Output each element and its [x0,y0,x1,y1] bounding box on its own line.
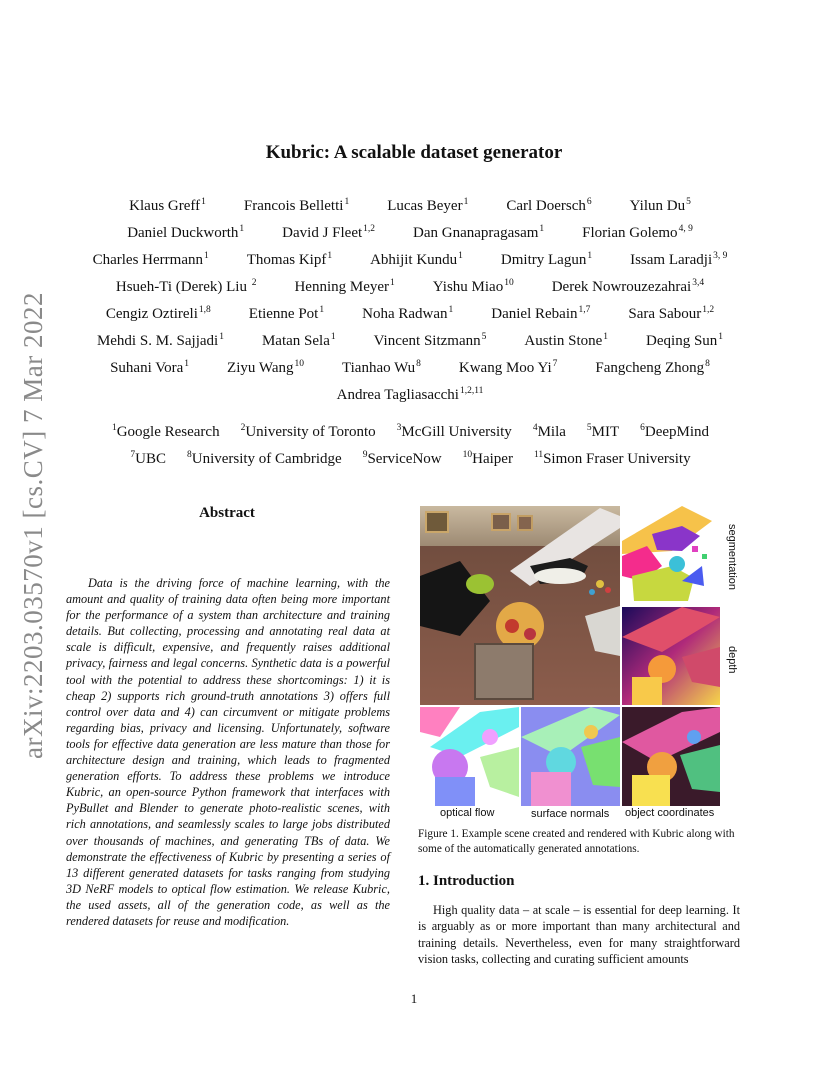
author-affiliation-marker: 3,4 [692,278,705,288]
author-row [60,359,760,377]
author-name [97,332,224,350]
author-name [501,251,592,269]
author-affiliation-marker: 1 [184,359,190,369]
surface-normals-label: surface normals [531,808,610,820]
affiliation-name: UBC [135,451,166,467]
author-name [433,278,514,296]
arxiv-identifier: arXiv:2203.03570v1 [cs.CV] 7 Mar 2022 [17,291,48,759]
affiliation [129,450,166,468]
author-name-text: Andrea Tagliasacchi [336,387,459,403]
author-name [227,359,304,377]
author-row [60,332,760,350]
author-affiliation-marker: 1 [539,224,545,234]
affiliation-marker: 10 [462,450,473,460]
affiliation-name: DeepMind [644,424,710,440]
affiliation [639,423,709,441]
author-name-text: Issam Laradji [630,252,713,268]
author-affiliation-marker: 1 [587,251,593,261]
author-name [116,278,257,296]
author-affiliation-marker: 5 [686,197,691,207]
author-name [646,332,723,350]
author-name [249,305,324,323]
author-name-text: Ziyu Wang [227,360,294,376]
abstract-heading: Abstract [199,505,255,521]
author-affiliation-marker: 1,8 [198,305,211,315]
affiliation [462,450,513,468]
author-affiliation-marker: 1 [327,251,333,261]
author-name-text: Yishu Miao [432,279,504,295]
affiliation-marker: 5 [586,423,592,433]
author-name [106,305,211,323]
author-affiliation-marker: 1 [204,251,209,261]
author-row [60,251,760,269]
author-affiliation-marker: 1,2,11 [459,386,484,396]
author-name [506,197,591,215]
author-name-text: Tianhao Wu [341,360,416,376]
affiliation-marker: 6 [640,423,645,433]
author-name [127,224,244,242]
author-affiliation-marker: 8 [705,359,710,369]
affiliation-row [60,450,760,468]
author-name-text: Sara Sabour [628,306,702,322]
author-name [552,278,704,296]
author-name-text: Daniel Rebain [491,306,578,322]
author-affiliation-marker: 1 [603,332,609,342]
section-heading-introduction: 1. Introduction [418,873,515,889]
affiliation-name: University of Toronto [245,424,376,440]
segmentation-image [622,506,720,605]
affiliation-name: Haiper [472,451,513,467]
author-affiliation-marker: 1 [390,278,395,288]
affiliation-marker: 4 [532,423,538,433]
affiliation [240,423,376,441]
author-name-text: Thomas Kipf [246,252,327,268]
arxiv-sidebar [8,290,58,760]
affiliation-name: MIT [591,424,620,440]
author-name-text: Etienne Pot [248,306,319,322]
author-name [582,224,693,242]
author-affiliation-marker: 2 [251,278,257,288]
author-name-text: Vincent Sitzmann [373,333,481,349]
author-name-text: Carl Doersch [506,198,586,214]
author-name-text: Cengiz Oztireli [105,306,198,322]
object-coordinates-label: object coordinates [625,807,715,819]
author-row [60,197,760,215]
author-affiliation-marker: 1 [319,305,325,315]
author-name-text: Suhani Vora [110,360,184,376]
author-name [110,359,189,377]
author-name-text: Klaus Greff [129,198,201,214]
figure-caption: Figure 1. Example scene created and rendered with Kubric along with some of the automatically generated annotations. [418,828,735,855]
author-name-text: Lucas Beyer [387,198,463,214]
optical-flow-label: optical flow [440,807,495,819]
surface-normals-image [521,707,620,806]
affiliation-name: University of Cambridge [191,451,342,467]
author-name-text: Hsueh-Ti (Derek) Liu [115,279,251,295]
author-name-text: Dan Gnanapragasam [413,225,539,241]
author-affiliation-marker: 1 [344,197,350,207]
affiliation-row [60,423,760,441]
author-affiliation-marker: 6 [586,197,592,207]
author-name-text: Charles Herrmann [92,252,203,268]
author-name-text: Florian Golemo [582,225,678,241]
author-name [524,332,608,350]
author-name [93,251,209,269]
affiliation-name: Simon Fraser University [543,451,691,467]
abstract-text: Data is the driving force of machine learning, with the amount and quality of training data often being more important for the performance of a system than architecture and training details. But collecting, processing and annotating real data at scale is difficult, expensive, and frequently raises additional privacy, fairness and legal concerns. Synthetic data is a powerful tool with the potential to address these shortcomings: 1) it is cheap 2) supports rich ground-truth annotations 3) offers full control over data and 4) can circumvent or mitigate problems regarding bias, privacy and licensing. Unfortunately, software tools for effective data generation are less mature than those for architecture design and training, which leads to fragmented generation efforts. To address these problems we introduce Kubric, an open-source Python framework that interfaces with PyBullet and Blender to generate photo-realistic scenes, with rich annotations, and seamlessly scales to large jobs distributed over thousands of machines, and generating TBs of data. We demonstrate the effectiveness of Kubric by presenting a series of 13 different generated datasets for tasks ranging from studying 3D NeRF models to optical flow estimation. We release Kubric, the used assets, all of the generation code, as well as the rendered datasets for reuse and modification. [66,576,390,928]
author-name [491,305,590,323]
affiliation [532,423,566,441]
depth-label: depth [726,646,738,674]
author-affiliation-marker: 1 [219,332,224,342]
affiliation [533,450,691,468]
author-name-text: Francois Belletti [243,198,344,214]
page-number: 1 [410,991,418,1006]
affiliation-marker: 2 [240,423,246,433]
affiliation-name: Mila [537,424,566,440]
author-affiliation-marker: 1 [201,197,206,207]
affiliation-marker: 7 [130,450,136,460]
author-name [630,251,727,269]
author-name [374,332,487,350]
author-name [387,197,468,215]
object-coordinates-image [622,707,720,806]
segmentation-label: segmentation [726,524,738,591]
author-name-text: Yilun Du [629,198,686,214]
author-affiliation-marker: 1,2 [702,305,715,315]
author-name [262,332,336,350]
affiliation-name: ServiceNow [367,451,442,467]
author-row [60,278,760,296]
optical-flow-image [420,707,519,806]
author-name-text: Noha Radwan [362,306,448,322]
affiliation-name: McGill University [401,424,512,440]
author-name-text: Austin Stone [524,333,603,349]
affiliation-marker: 1 [111,423,117,433]
author-affiliation-marker: 1 [239,224,245,234]
author-name [630,197,691,215]
author-affiliation-marker: 3, 9 [713,251,728,261]
affiliation [186,450,342,468]
author-name [459,359,558,377]
author-name-text: Dmitry Lagun [500,252,587,268]
author-affiliation-marker: 4, 9 [678,224,693,234]
author-row [60,224,760,242]
affiliation [586,423,619,441]
author-affiliation-marker: 10 [504,278,514,288]
author-name [129,197,206,215]
author-affiliation-marker: 1 [718,332,724,342]
author-affiliation-marker: 1 [330,332,336,342]
author-name [362,305,453,323]
affiliation [111,423,220,441]
author-name-text: Fangcheng Zhong [595,360,705,376]
introduction-text: High quality data – at scale – is essential for deep learning. It is arguably as or more important than many architectural and training details. Nevertheless, even for many straightforward vision tasks, collecting and curating sufficient amounts [418,903,740,966]
author-name-text: David J Fleet [282,225,363,241]
affiliation [396,423,512,441]
author-affiliation-marker: 7 [552,359,558,369]
introduction-body [418,902,740,967]
author-name-text: Matan Sela [261,333,330,349]
author-affiliation-marker: 10 [294,359,304,369]
author-name [337,386,484,404]
author-affiliation-marker: 1 [463,197,469,207]
author-affiliation-marker: 8 [416,359,421,369]
author-affiliation-marker: 1 [448,305,454,315]
author-name-text: Kwang Moo Yi [458,360,552,376]
author-name [595,359,709,377]
affiliation-marker: 11 [533,450,544,460]
depth-image [622,607,720,705]
author-affiliation-marker: 1 [458,251,463,261]
author-affiliation-marker: 5 [481,332,487,342]
affiliation-marker: 8 [186,450,192,460]
author-name [342,359,421,377]
author-name [413,224,544,242]
author-name [247,251,332,269]
author-name [370,251,463,269]
author-name-text: Abhijit Kundu [370,252,458,268]
rendered-scene-image [420,506,620,705]
author-name-text: Daniel Duckworth [127,225,239,241]
author-name-text: Mehdi S. M. Sajjadi [96,333,219,349]
abstract-body [66,575,390,929]
figure-1 [420,506,740,821]
author-affiliation-marker: 1,2 [363,224,376,234]
author-name-text: Henning Meyer [294,279,390,295]
paper-title: Kubric: A scalable dataset generator [265,142,563,163]
author-name [294,278,394,296]
author-name [282,224,375,242]
author-name [628,305,714,323]
author-affiliation-marker: 1,7 [578,305,591,315]
affiliation-name: Google Research [116,424,220,440]
author-row [60,386,760,404]
affiliation [362,450,442,468]
author-name-text: Deqing Sun [646,333,718,349]
author-row [60,305,760,323]
affiliation-marker: 3 [396,423,402,433]
affiliation-marker: 9 [362,450,368,460]
author-name [244,197,349,215]
author-name-text: Derek Nowrouzezahrai [551,279,692,295]
